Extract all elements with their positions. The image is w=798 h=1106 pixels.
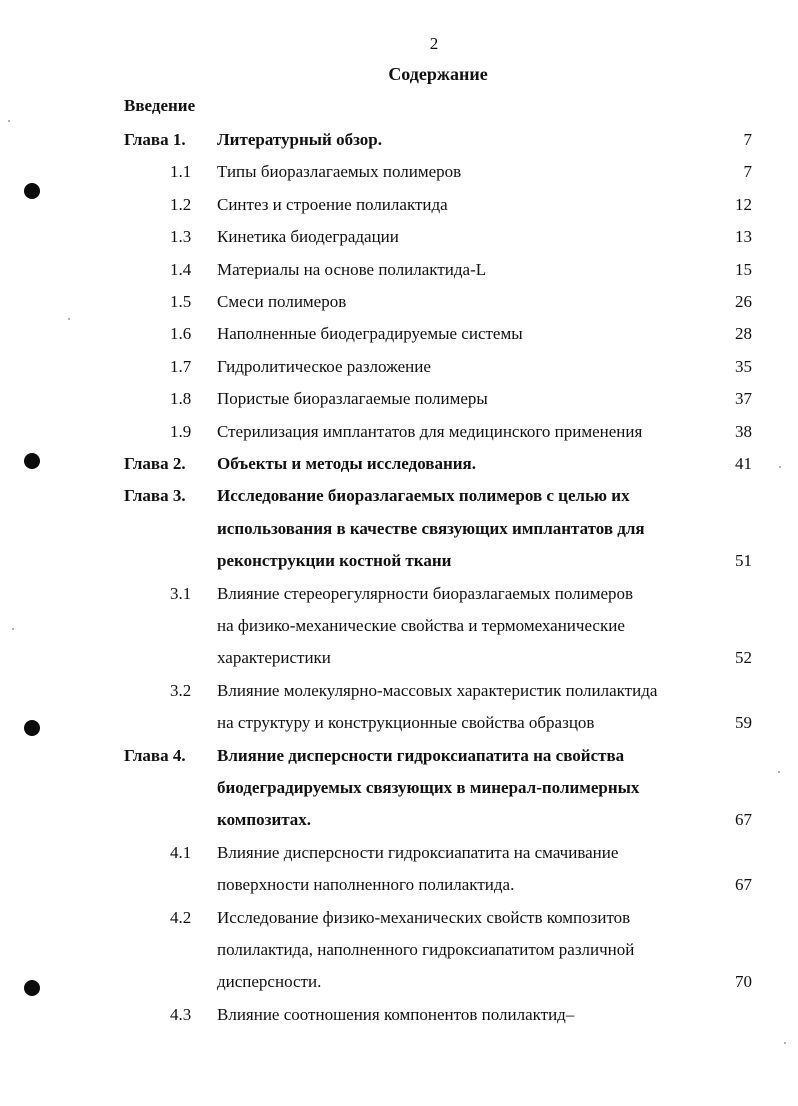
scan-speck	[12, 628, 14, 630]
toc-entry-title-line: Исследование биоразлагаемых полимеров с целью их	[217, 486, 630, 506]
toc-entry-page: 52	[735, 648, 752, 668]
toc-entry-page: 26	[735, 292, 752, 311]
page-title: Содержание	[388, 64, 488, 84]
toc-entry-number: 1.3	[170, 227, 192, 247]
toc-entry-page: 51	[735, 551, 752, 571]
toc-entry-title-line: реконструкции костной ткани	[217, 551, 452, 571]
toc-entry-page: 38	[735, 421, 752, 441]
toc-entry-page: 70	[735, 972, 752, 992]
toc-entry-number: 4.3	[170, 1004, 192, 1024]
toc-entry-title-line: Влияние соотношения компонентов полилактид–	[217, 1004, 575, 1024]
scan-speck	[68, 318, 70, 320]
toc-entry-title-line: композитах.	[217, 810, 312, 830]
toc-entry-number: 1.1	[170, 162, 192, 182]
toc-entry-page: 37	[735, 389, 752, 409]
toc-entry-title-line: Влияние дисперсности гидроксиапатита на свойства	[217, 745, 625, 765]
punch-hole	[24, 720, 40, 736]
toc-entry-page: 28	[735, 324, 752, 344]
toc-entry-title-line: биодеградируемых связующих в минерал-полимерных	[217, 777, 640, 797]
punch-hole	[24, 453, 40, 469]
toc-entry-title-line: полилактида, наполненного гидроксиапатитом различной	[217, 939, 635, 959]
toc-entry-page: 35	[735, 356, 752, 376]
toc-entry-page: 12	[735, 194, 752, 214]
toc-entry-title-line: Кинетика биодеградации	[217, 227, 399, 247]
toc-entry-title-line: Синтез и строение полилактида	[217, 194, 448, 214]
toc-entry-page: 59	[735, 713, 752, 733]
punch-hole	[24, 980, 40, 996]
toc-entry-page: 67	[735, 875, 752, 895]
toc-entry-title-line: использования в качестве связующих имплантатов для	[217, 518, 645, 538]
scan-speck	[778, 771, 780, 773]
toc-entry-title-line: Типы биоразлагаемых полимеров	[217, 162, 462, 182]
page-number: 2	[429, 34, 439, 53]
toc-entry-title-line: характеристики	[217, 648, 331, 668]
toc-entry-title-line: Влияние дисперсности гидроксиапатита на смачивание	[217, 842, 619, 862]
toc-entry-title-line: на физико-механические свойства и термомеханические	[217, 615, 625, 635]
toc-entry-number: 1.7	[170, 356, 192, 376]
toc-introduction: Введение	[124, 96, 196, 115]
toc-entry-title-line: Смеси полимеров	[217, 292, 347, 311]
toc-entry-number: 3.2	[170, 680, 192, 700]
toc-entry-title-line: Наполненные биодеградируемые системы	[217, 324, 523, 344]
toc-entry-title-line: Влияние стереорегулярности биоразлагаемых полимеров	[217, 583, 634, 603]
toc-entry-number: Глава 1.	[124, 130, 186, 149]
toc-entry-number: 1.6	[170, 324, 192, 344]
toc-entry-page: 7	[743, 130, 752, 149]
toc-entry-number: 1.8	[170, 389, 192, 409]
toc-entry-title-line: дисперсности.	[217, 972, 322, 992]
toc-entry-title-line: Исследование физико-механических свойств композитов	[217, 907, 631, 927]
toc-entry-title-line: поверхности наполненного полилактида.	[217, 875, 515, 895]
toc-entry-number: Глава 2.	[124, 454, 186, 473]
scan-speck	[784, 1042, 786, 1044]
toc-entry-title-line: Стерилизация имплантатов для медицинского применения	[217, 421, 643, 441]
scan-speck	[779, 466, 781, 468]
toc-entry-number: 1.2	[170, 194, 192, 214]
scan-speck	[8, 120, 10, 122]
punch-hole	[24, 183, 40, 199]
toc-entry-page: 41	[735, 454, 752, 473]
toc-entry-title-line: на структуру и конструкционные свойства образцов	[217, 713, 595, 733]
toc-entry-page: 15	[735, 259, 752, 279]
toc-entry-title-line: Влияние молекулярно-массовых характеристик полилактида	[217, 680, 658, 700]
toc-entry-number: 1.4	[170, 259, 192, 279]
toc-entry-number: 3.1	[170, 583, 192, 603]
toc-entry-page: 67	[735, 810, 752, 830]
toc-entry-number: Глава 3.	[124, 486, 186, 506]
toc-entry-number: 4.1	[170, 842, 192, 862]
toc-entry-number: 1.9	[170, 421, 192, 441]
toc-entry-page: 13	[735, 227, 752, 247]
toc-entry-number: 4.2	[170, 907, 192, 927]
toc-entry-title-line: Объекты и методы исследования.	[217, 454, 476, 473]
toc-entry-title-line: Гидролитическое разложение	[217, 356, 431, 376]
toc-entry-title-line: Литературный обзор.	[217, 130, 383, 149]
toc-entry-title-line: Пористые биоразлагаемые полимеры	[217, 389, 488, 409]
toc-entry-number: 1.5	[170, 292, 192, 311]
toc-entry-page: 7	[743, 162, 752, 182]
toc-entry-number: Глава 4.	[124, 745, 186, 765]
toc-entry-title-line: Материалы на основе полилактида-L	[217, 259, 487, 279]
